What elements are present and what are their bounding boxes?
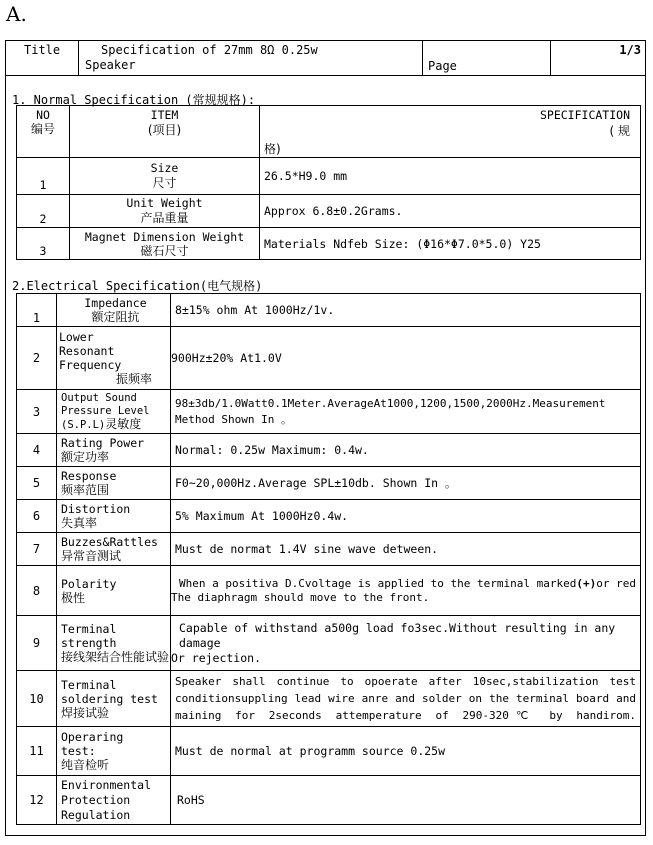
row-item-en: Polarity bbox=[61, 576, 117, 591]
table-row bbox=[17, 616, 641, 671]
col-spec-label-cn1: ( 规 bbox=[609, 124, 630, 138]
row-no: 2 bbox=[17, 327, 57, 390]
table-header-row bbox=[17, 106, 641, 158]
row-no: 6 bbox=[17, 500, 57, 533]
row-item-cn: 失真率 bbox=[61, 516, 98, 530]
terminal-strength-line1: Capable of withstand a500g load fo3sec.Without resulting in any damage bbox=[179, 620, 616, 650]
row-item bbox=[57, 434, 171, 467]
row-item-en: Response bbox=[61, 469, 117, 483]
row-item-cn: 焊接试验 bbox=[61, 705, 110, 720]
section1-title: 1. Normal Specification (常规规格): bbox=[12, 93, 256, 107]
row-item bbox=[57, 566, 171, 616]
table-row bbox=[17, 390, 641, 434]
table-row bbox=[17, 533, 641, 566]
col-no-label: NO bbox=[36, 108, 50, 122]
section-letter: A. bbox=[6, 2, 27, 26]
col-item-label: ITEM bbox=[150, 108, 179, 122]
row-no: 3 bbox=[17, 390, 57, 434]
row-item bbox=[57, 671, 171, 727]
row-value: Materials Ndfeb Size: (Φ16*Φ7.0*5.0) Y25 bbox=[260, 228, 641, 260]
row-item-cn: 产品重量 bbox=[140, 211, 189, 225]
row-item bbox=[57, 500, 171, 533]
row-item-en: Impedance bbox=[84, 296, 147, 310]
row-item bbox=[70, 228, 260, 260]
row-no: 10 bbox=[17, 671, 57, 727]
row-no: 1 bbox=[17, 158, 70, 195]
row-item bbox=[57, 616, 171, 671]
row-no: 2 bbox=[17, 195, 70, 228]
header-table bbox=[6, 41, 645, 76]
table-row bbox=[17, 228, 641, 260]
table-row bbox=[17, 467, 641, 500]
row-no: 4 bbox=[17, 434, 57, 467]
row-item bbox=[57, 776, 171, 825]
row-item-cn: 磁石尺寸 bbox=[140, 243, 189, 258]
row-item-cn: 极性 bbox=[61, 590, 86, 605]
row-item-cn: 异常音测试 bbox=[61, 549, 122, 563]
row-value: 26.5*H9.0 mm bbox=[260, 158, 641, 195]
table-row bbox=[17, 294, 641, 327]
row-value: Approx 6.8±0.2Grams. bbox=[260, 195, 641, 228]
row-no: 1 bbox=[17, 294, 57, 327]
row-value: Must de normat 1.4V sine wave detween. bbox=[171, 533, 641, 566]
table-row bbox=[17, 434, 641, 467]
row-value: RoHS bbox=[171, 776, 641, 825]
table-row bbox=[17, 727, 641, 776]
row-value: 900Hz±20% At1.0V bbox=[171, 327, 641, 390]
row-item bbox=[57, 467, 171, 500]
row-value: Speaker shall continue to opoerate after 10sec,stabilization test conditionsuppling lead wire anre and solder on the terminal board and maining for 2seconds attemperature of 290-320℃ by handirom. bbox=[171, 671, 641, 727]
spec-title-line1: Specification of 27mm 8Ω 0.25w bbox=[101, 43, 318, 57]
row-item bbox=[57, 727, 171, 776]
table-row bbox=[17, 195, 641, 228]
electrical-spec-table bbox=[16, 293, 641, 825]
row-item-cn: 接线架结合性能试验 bbox=[61, 650, 170, 664]
col-spec-label: SPECIFICATION bbox=[539, 108, 630, 122]
row-no: 11 bbox=[17, 727, 57, 776]
polarity-text-a: When a positiva D.Cvoltage is applied to the terminal marked bbox=[179, 576, 577, 590]
row-value: 5% Maximum At 1000Hz0.4w. bbox=[171, 500, 641, 533]
col-spec-header bbox=[260, 106, 641, 158]
row-value: F0~20,000Hz.Average SPL±10db. Shown In 。 bbox=[171, 467, 641, 500]
row-item bbox=[70, 158, 260, 195]
row-item-en: Output Sound Pressure Level (S.P.L) bbox=[61, 391, 150, 431]
row-value bbox=[171, 566, 641, 616]
row-value: Normal: 0.25w Maximum: 0.4w. bbox=[171, 434, 641, 467]
title-label: Title bbox=[6, 41, 79, 75]
row-no: 7 bbox=[17, 533, 57, 566]
row-value bbox=[171, 616, 641, 671]
spec-title bbox=[79, 41, 423, 75]
row-no: 3 bbox=[17, 228, 70, 260]
row-item-cn: 纯音检听 bbox=[61, 758, 110, 772]
row-item-cn: 额定功率 bbox=[61, 450, 110, 464]
row-no: 8 bbox=[17, 566, 57, 616]
polarity-text-b: or red bbox=[596, 576, 636, 590]
table-row bbox=[17, 566, 641, 616]
row-item bbox=[70, 195, 260, 228]
row-value: 98±3db/1.0Watt0.1Meter.AverageAt1000,1200,1500,2000Hz.Measurement Method Shown In 。 bbox=[171, 390, 641, 434]
row-item-en: Environmental Protection Regulation bbox=[61, 777, 152, 822]
row-item-en: Buzzes&Rattles bbox=[61, 535, 158, 549]
row-item-en: Unit Weight bbox=[126, 196, 203, 210]
row-item-en: Terminal soldering test bbox=[61, 677, 158, 706]
row-item-en: Rating Power bbox=[61, 436, 145, 450]
row-item-en: Lower Resonant Frequency bbox=[59, 330, 122, 372]
row-no: 12 bbox=[17, 776, 57, 825]
row-item-cn: 振频率 bbox=[115, 372, 152, 386]
polarity-line2: The diaphragm should move to the front. bbox=[171, 590, 430, 604]
row-item bbox=[57, 390, 171, 434]
terminal-strength-line2: Or rejection. bbox=[171, 650, 262, 665]
row-item-cn: 尺寸 bbox=[152, 176, 177, 190]
row-no: 5 bbox=[17, 467, 57, 500]
row-item-en: Size bbox=[150, 161, 179, 175]
row-item-cn: 灵敏度 bbox=[105, 416, 142, 431]
col-item-header bbox=[70, 106, 260, 158]
table-row bbox=[17, 327, 641, 390]
row-item-en: Terminal strength bbox=[61, 622, 117, 650]
row-item-cn: 频率范围 bbox=[61, 483, 110, 497]
col-no-header bbox=[17, 106, 70, 158]
spec-sheet bbox=[5, 40, 646, 836]
polarity-line1 bbox=[175, 577, 640, 591]
col-no-label-cn: 编号 bbox=[30, 122, 55, 136]
row-item-cn: 额定阻抗 bbox=[91, 310, 140, 324]
row-value: Must de normal at programm source 0.25w bbox=[171, 727, 641, 776]
row-item-en: Distortion bbox=[61, 502, 131, 516]
row-item-en: Operaring test: bbox=[61, 730, 124, 758]
row-item bbox=[57, 533, 171, 566]
row-no: 9 bbox=[17, 616, 57, 671]
spec-title-line2: Speaker bbox=[85, 58, 136, 72]
row-value: 8±15% ohm At 1000Hz/1v. bbox=[171, 294, 641, 327]
row-item bbox=[57, 294, 171, 327]
polarity-mark: (+) bbox=[576, 576, 597, 590]
col-spec-label-cn2: 格) bbox=[264, 142, 281, 156]
table-row bbox=[17, 500, 641, 533]
row-item bbox=[57, 327, 171, 390]
page-number: 1/3 bbox=[619, 43, 641, 57]
normal-spec-table bbox=[16, 105, 641, 260]
row-item-en: Magnet Dimension Weight bbox=[84, 229, 245, 244]
section2-title: 2.Electrical Specification(电气规格) bbox=[12, 279, 263, 293]
col-item-label-cn: (项目) bbox=[147, 123, 182, 137]
table-row bbox=[17, 671, 641, 727]
table-row bbox=[17, 158, 641, 195]
page-label: Page bbox=[423, 41, 551, 75]
table-row bbox=[17, 776, 641, 825]
